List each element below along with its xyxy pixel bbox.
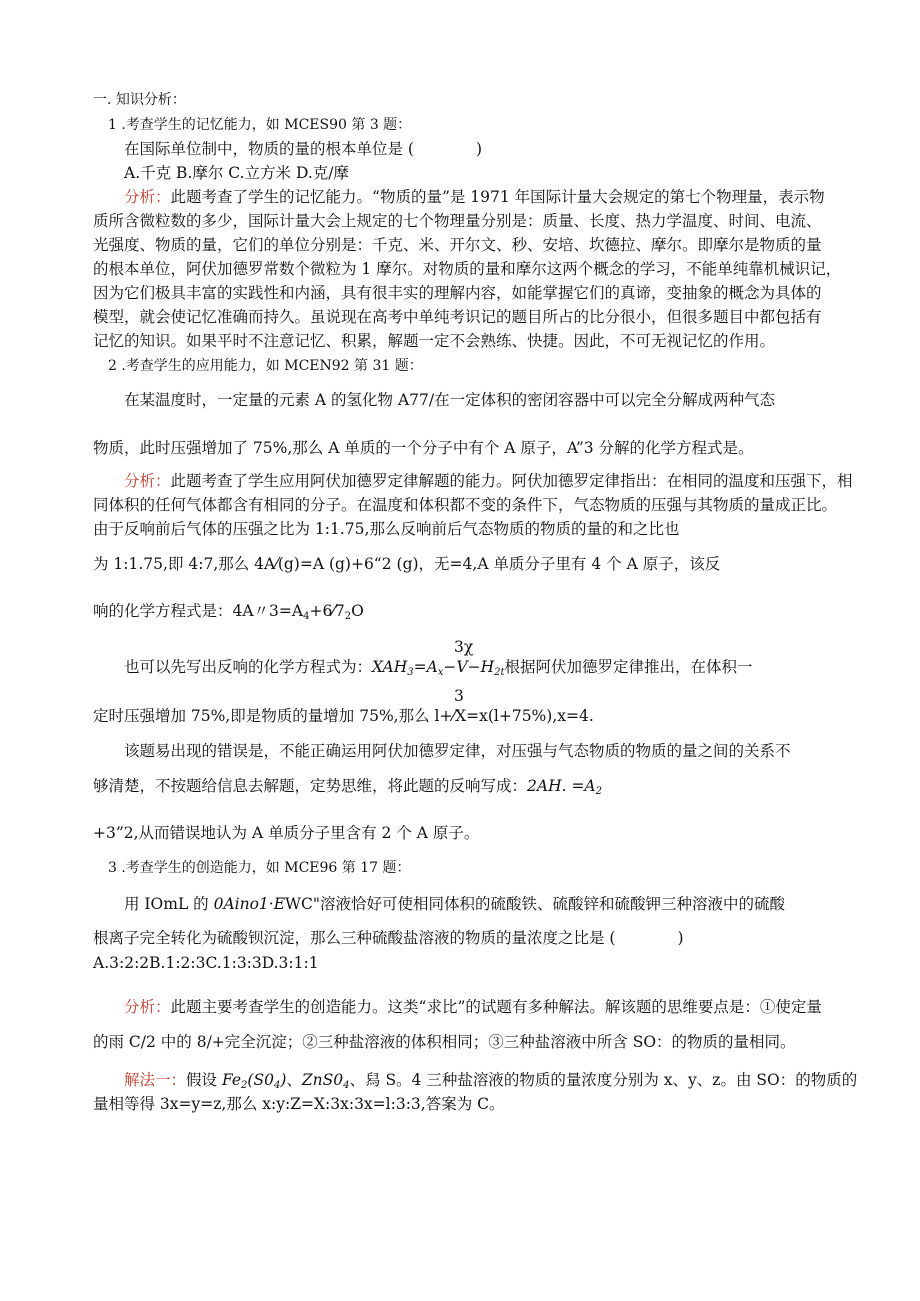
q2-fraction-bottom: 3 [454, 687, 464, 705]
q3-analysis-line: 的雨 C/2 中的 8/+完全沉淀；②三种盐溶液的体积相同；③三种盐溶液中所含 SO：的物质的量相同。 [93, 1033, 796, 1051]
q1-analysis-line: 的根本单位，阿伏加德罗常数个微粒为 1 摩尔。对物质的量和摩尔这两个概念的学习，不能单纯靠机械识记， [93, 260, 842, 278]
q2-fraction-top: 3χ [454, 638, 474, 656]
q1-question: 在国际单位制中，物质的量的根本单位是 ( ) [124, 140, 483, 158]
q1-analysis-line: 分析：此题考查了学生的记忆能力。“物质的量”是 1971 年国际计量大会规定的第七个物理量，表示物 [124, 188, 825, 206]
q2-error-line: 够清楚，不按题给信息去解题，定势思维，将此题的反响写成：2AH. $=A_2$ [93, 777, 602, 797]
q2-error-line: 该题易出现的错误是，不能正确运用阿伏加德罗定律，对压强与气态物质的物质的量之间的关系不 [124, 742, 791, 760]
q3-question-line: 用 IOmL 的 0Aino1·EWC"溶液恰好可使相同体积的硫酸铁、硫酸锌和硫酸钾三种溶液中的硫酸 [124, 895, 785, 913]
section-heading: 一. 知识分析： [93, 92, 186, 108]
q1-analysis-line: 因为它们极具丰富的实践性和内涵，具有很丰实的理解内容，如能掌握它们的真谛，变抽象的概念为具体的 [93, 284, 822, 302]
q2-question-line: 物质，此时压强增加了 75%,那么 A 单质的一个分子中有个 A 原子，A”3 分解的化学方程式是。 [93, 439, 754, 457]
q2-analysis-line: 由于反响前后气体的压强之比为 1:1.75,那么反响前后气态物质的物质的量的和之比也 [93, 520, 680, 538]
q1-title: 1 .考查学生的记忆能力，如 MCES90 第 3 题： [108, 117, 412, 133]
q2-alt-equation: 也可以先写出反响的化学方程式为：$XAH_3=A_x-V-H_{2t}$根据阿伏加德罗定律推出，在体积一 [124, 658, 753, 678]
q2-error-line: +3”2,从而错误地认为 A 单质分子里含有 2 个 A 原子。 [93, 824, 480, 842]
q2-title: 2 .考查学生的应用能力，如 MCEN92 第 31 题： [108, 358, 423, 374]
q2-question-line: 在某温度时，一定量的元素 A 的氢化物 A77/在一定体积的密闭容器中可以完全分解成两种气态 [124, 391, 776, 409]
q3-method-line: 量相等得 3x=y=z,那么 x:y:Z=X:3x:3x=l:3:3,答案为 C。 [93, 1095, 505, 1113]
q1-analysis-line: 质所含微粒数的多少，国际计量大会上规定的七个物理量分别是：质量、长度、热力学温度、时间、电流、 [93, 212, 822, 230]
q2-ratio-line: 为 1:1.75,即 4:7,那么 4A⁄(g)=A (g)+6“2 (g)，无=4,A 单质分子里有 4 个 A 原子，该反 [93, 555, 721, 573]
q3-method-line: 解法一：假设 $Fe_2(S0_4)$、$ZnS0_4$、舄 S。4 三种盐溶液的物质的量浓度分别为 x、y、z。由 SO：的物质的 [124, 1071, 858, 1091]
q2-equation: 响的化学方程式是：4A〃$3=A_4+6⁄7_2O$ [93, 602, 364, 622]
q2-analysis-line: 分析：此题考查了学生应用阿伏加德罗定律解题的能力。阿伏加德罗定律指出：在相同的温度和压强下，相 [124, 472, 853, 490]
q1-options: A.千克 B.摩尔 C.立方米 D.克/摩 [124, 164, 349, 182]
q2-alt-line: 定时压强增加 75%,即是物质的量增加 75%,那么 l+⁄X=x(l+75%),x=4. [93, 707, 594, 725]
q1-analysis-label: 分析： [124, 188, 171, 206]
q3-analysis-label: 分析： [124, 998, 171, 1016]
q3-question-line: 根离子完全转化为硫酸钡沉淀，那么三种硫酸盐溶液的物质的量浓度之比是 ( ) [93, 929, 684, 947]
q2-analysis-line: 同体积的任何气体都含有相同的分子。在温度和体积都不变的条件下，气态物质的压强与其物质的量成正比。 [93, 496, 838, 514]
q3-analysis-line: 分析：此题主要考查学生的创造能力。这类“求比”的试题有多种解法。解该题的思维要点是：①使定量 [124, 998, 822, 1016]
q3-method-label: 解法一： [124, 1071, 187, 1089]
q3-title: 3 .考查学生的创造能力，如 MCE96 第 17 题： [108, 860, 411, 876]
q1-analysis-line: 记忆的知识。如果平时不注意记忆、积累，解题一定不会熟练、快捷。因此，不可无视记忆的作用。 [93, 332, 776, 350]
q3-options: A.3:2:2B.1:2:3C.1:3:3D.3:1:1 [93, 954, 319, 972]
q1-analysis-line: 光强度、物质的量，它们的单位分别是：千克、米、开尔文、秒、安培、坎德拉、摩尔。即摩尔是物质的量 [93, 236, 822, 254]
q2-analysis-label: 分析： [124, 472, 171, 490]
q1-analysis-line: 模型，就会使记忆准确而持久。虽说现在高考中单纯考识记的题目所占的比分很小，但很多题目中都包括有 [93, 308, 822, 326]
